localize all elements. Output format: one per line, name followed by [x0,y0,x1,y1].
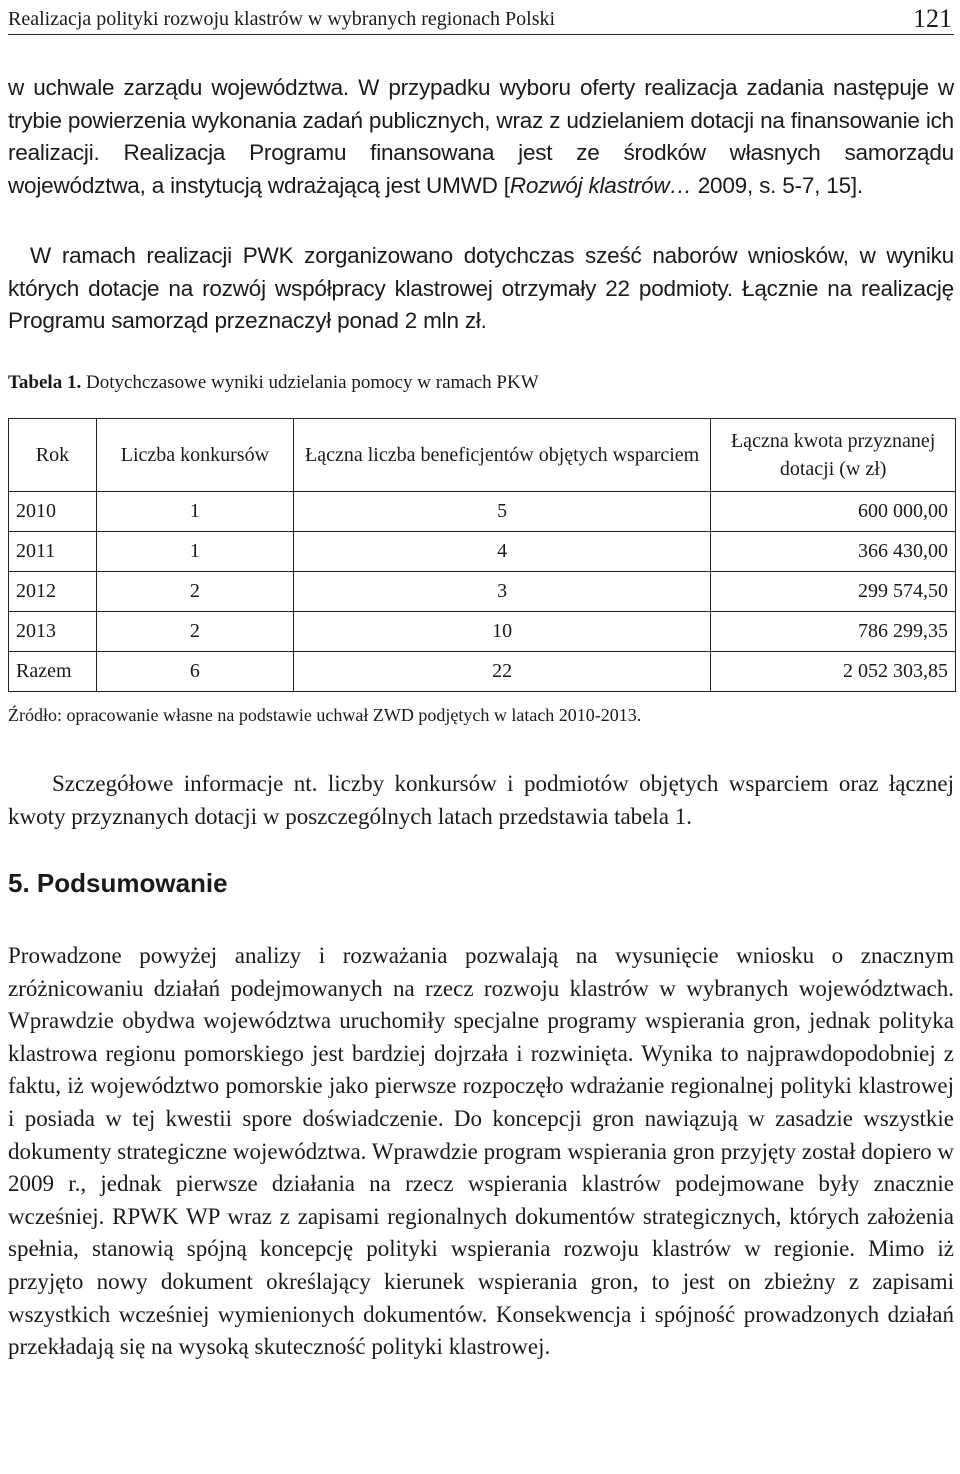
table-label: Tabela 1. [8,372,82,393]
citation-title: Rozwój klastrów… [509,172,692,198]
cell-amount: 366 430,00 [711,532,956,572]
running-header-title: Realizacja polityki rozwoju klastrów w wybranych regionach Polski [8,8,556,30]
table-row [9,612,956,652]
table-reference-paragraph: Szczegółowe informacje nt. liczby konkursów i podmiotów objętych wsparciem oraz łącznej kwoty przyznanych dotacji w poszczególnych latach przedstawia tabela 1. [8,771,954,829]
table-header-row [9,419,956,492]
table-caption-text: Dotychczasowe wyniki udzielania pomocy w ramach PKW [81,372,539,393]
table-caption [8,372,539,394]
intro-paragraph-1 [8,72,954,202]
cell-year: Razem [9,652,97,692]
cell-beneficiaries: 10 [293,612,710,652]
column-header-beneficiaries: Łączna liczba beneficjentów objętych wsparciem [293,419,710,492]
cell-beneficiaries: 5 [293,492,710,532]
cell-beneficiaries: 4 [293,532,710,572]
cell-contests: 1 [96,492,293,532]
cell-beneficiaries: 22 [293,652,710,692]
table-row [9,492,956,532]
intro-paragraph-2: W ramach realizacji PWK zorganizowano dotychczas sześć naborów wniosków, w wyniku których dotacje na rozwój współpracy klastrowej otrzymały 22 podmioty. Łącznie na realizację Programu samorząd przeznaczył ponad 2 mln zł. [8,243,954,334]
column-header-contests: Liczba konkursów [96,419,293,492]
table-source: Źródło: opracowanie własne na podstawie uchwał ZWD podjętych w latach 2010-2013. [8,705,642,725]
column-header-amount: Łączna kwota przyznanej dotacji (w zł) [711,419,956,492]
column-header-year: Rok [9,419,97,492]
cell-year: 2010 [9,492,97,532]
table-row [9,532,956,572]
cell-amount: 2 052 303,85 [711,652,956,692]
table-total-row [9,652,956,692]
summary-paragraph: Prowadzone powyżej analizy i rozważania pozwalają na wysunięcie wniosku o znacznym zróżnicowaniu działań podejmowanych na rzecz rozwoju klastrów w wybranych województwach. Wprawdzie obydwa województwa uruchomiły specjalne programy wspierania gron, jednak polityka klastrowa regionu pomorskiego jest bardziej dojrzała i rozwinięta. Wynika to najprawdopodobniej z faktu, iż województwo pomorskie jako pierwsze rozpoczęło wdrażanie regionalnej polityki klastrowej i posiada w tej kwestii spore doświadczenie. Do koncepcji gron nawiązują w zasadzie wszystkie dokumenty strategiczne województwa. Wprawdzie program wspierania gron przyjęty został dopiero w 2009 r., jednak pierwsze działania na rzecz wspierania klastrów podejmowane były znacznie wcześniej. RPWK WP wraz z zapisami regionalnych dokumentów strategicznych, których założenia spełnia, stanowią spójną koncepcję polityki wspierania rozwoju klastrów w regionie. Mimo iż przyjęto nowy dokument określający kierunek wspierania gron, to jest on zbieżny z zapisami wszystkich wcześniej wymienionych dokumentów. Konsekwencja i spójność prowadzonych działań przekładają się na wysoką skuteczność polityki klastrowej. [8,943,954,1360]
cell-amount: 299 574,50 [711,572,956,612]
cell-year: 2011 [9,532,97,572]
cell-contests: 1 [96,532,293,572]
results-table [8,418,956,692]
cell-year: 2012 [9,572,97,612]
intro-paragraph-1-text: w uchwale zarządu województwa. W przypadku wyboru oferty realizacja zadania następuje w trybie powierzenia wykonania zadań publicznych, wraz z udzielaniem dotacji na finansowanie ich realizacji. Realizacja Programu finansowana jest ze środków własnych samorządu województwa, a instytucją wdrażającą jest UMWD [ [8,75,954,198]
cell-amount: 600 000,00 [711,492,956,532]
cell-beneficiaries: 3 [293,572,710,612]
cell-contests: 2 [96,572,293,612]
section-heading: 5. Podsumowanie [8,868,228,898]
cell-contests: 2 [96,612,293,652]
page-number: 121 [913,4,952,33]
cell-year: 2013 [9,612,97,652]
table-row [9,572,956,612]
citation-details: 2009, s. 5-7, 15]. [691,172,863,198]
running-header [8,4,954,35]
cell-amount: 786 299,35 [711,612,956,652]
cell-contests: 6 [96,652,293,692]
